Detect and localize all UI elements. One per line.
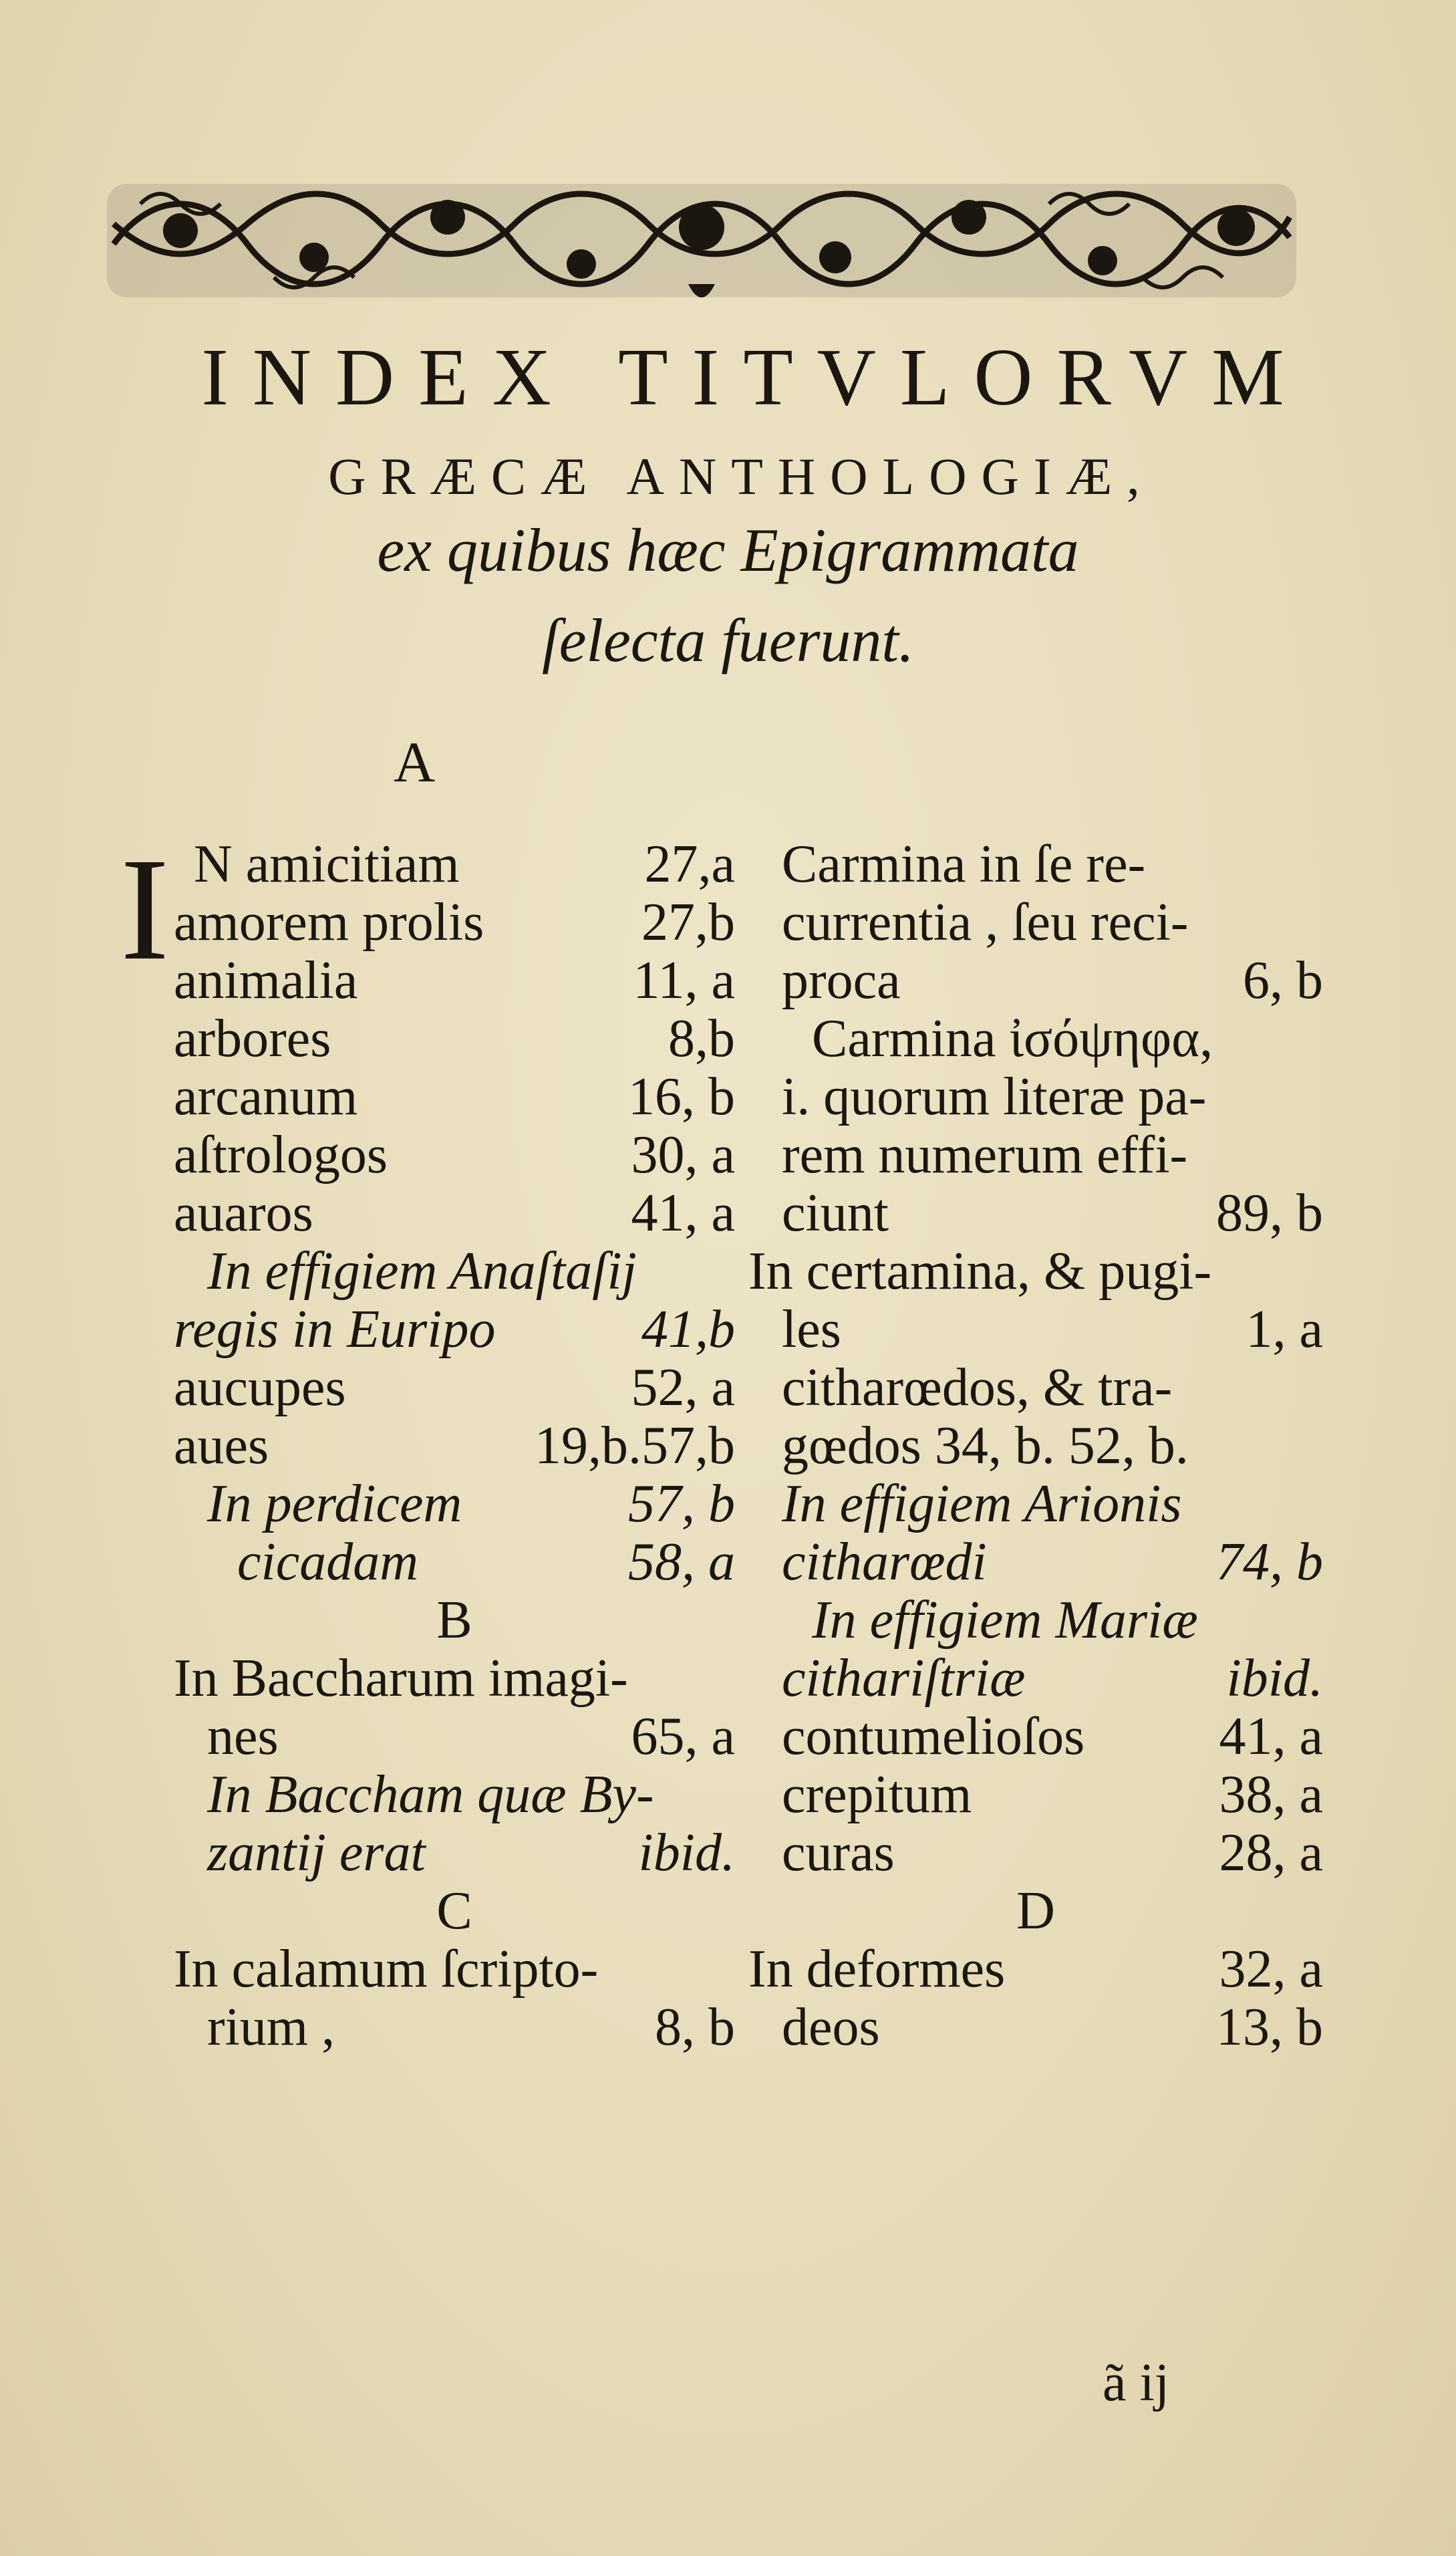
entry-reference: 30, a: [631, 1126, 735, 1184]
section-letter: [748, 1882, 1323, 1940]
entry-reference: 74, b: [1216, 1533, 1323, 1591]
index-entry: [174, 1766, 735, 1824]
index-entry: [174, 1999, 735, 2057]
index-subtitle-italic-1: ex quibus hæc Epigrammata: [377, 516, 1079, 584]
index-entry: [174, 1068, 735, 1126]
index-entry: [174, 1126, 735, 1184]
entry-term: aſtrologos: [174, 1126, 388, 1184]
index-entry: [748, 1301, 1323, 1359]
index-entry: [748, 952, 1323, 1010]
entry-term: In Baccham quæ By-: [207, 1765, 654, 1824]
index-entry: [748, 1533, 1323, 1591]
entry-reference: 6, b: [1243, 951, 1323, 1010]
entry-term: curas: [782, 1823, 895, 1882]
ornament-band-icon: [100, 164, 1303, 317]
index-entry: [748, 1650, 1323, 1708]
index-entry: [174, 1184, 735, 1243]
entry-term: auaros: [174, 1184, 313, 1243]
entry-term: regis in Euripo: [174, 1300, 496, 1359]
entry-reference: ibid.: [1226, 1649, 1323, 1708]
entry-reference: 41,b: [641, 1300, 735, 1359]
index-entry: [748, 1591, 1323, 1650]
entry-term: citharœdi: [782, 1533, 987, 1591]
entry-reference: 65, a: [631, 1707, 735, 1766]
index-entry: [748, 1126, 1323, 1184]
index-entry: [748, 894, 1323, 952]
index-entry: [174, 1475, 735, 1533]
entry-term: C: [436, 1882, 472, 1940]
index-entry: [748, 1708, 1323, 1766]
entry-term: cithariſtriæ: [782, 1649, 1026, 1708]
entry-term: crepitum: [782, 1765, 972, 1824]
index-subtitle: GRÆCÆ ANTHOLOGIÆ,: [328, 447, 1155, 505]
entry-term: gœdos 34, b. 52, b.: [782, 1416, 1189, 1475]
entry-term: In Baccharum imagi-: [174, 1649, 628, 1708]
entry-term: contumelioſos: [782, 1707, 1085, 1766]
entry-reference: 1, a: [1246, 1300, 1323, 1359]
entry-term: arbores: [174, 1009, 331, 1068]
entry-term: In deformes: [748, 1940, 1006, 1999]
index-subtitle-italic-2: ſelecta fuerunt.: [542, 606, 914, 674]
index-entry: [194, 836, 735, 894]
right-column: [748, 836, 1323, 2057]
entry-term: ciunt: [782, 1184, 889, 1243]
index-entry: [748, 1010, 1323, 1068]
entry-reference: 52, a: [631, 1358, 735, 1417]
entry-term: In certamina, & pugi-: [748, 1242, 1212, 1301]
index-entry: [748, 1359, 1323, 1417]
entry-reference: 38, a: [1219, 1765, 1323, 1824]
index-entry: [748, 1999, 1323, 2057]
entry-term: arcanum: [174, 1067, 358, 1126]
entry-term: proca: [782, 951, 901, 1010]
entry-term: Carmina in ſe re-: [782, 835, 1146, 894]
entry-term: rem numerum effi-: [782, 1126, 1188, 1184]
entry-reference: ibid.: [638, 1823, 735, 1882]
entry-term: amorem prolis: [174, 893, 484, 952]
entry-term: animalia: [174, 951, 358, 1010]
index-entry: [748, 1243, 1323, 1301]
entry-term: B: [436, 1591, 472, 1650]
entry-reference: 8, b: [655, 1998, 735, 2057]
entry-term: citharœdos, & tra-: [782, 1358, 1173, 1417]
entry-term: In effigiem Arionis: [782, 1475, 1182, 1533]
section-letter: [174, 1591, 735, 1650]
entry-term: Carmina ἰσόψηφα,: [812, 1009, 1213, 1068]
index-entry: [174, 1533, 735, 1591]
drop-cap: I: [120, 827, 170, 991]
signature-mark: ã ij: [1103, 2353, 1169, 2412]
entry-reference: 27,a: [644, 835, 735, 894]
entry-term: aues: [174, 1416, 269, 1475]
entry-reference: 27,b: [641, 893, 735, 952]
entry-term: N amicitiam: [194, 835, 460, 894]
section-letter-a: A: [393, 730, 436, 794]
entry-reference: 13, b: [1216, 1998, 1323, 2057]
entry-reference: 41, a: [1219, 1707, 1323, 1766]
entry-term: aucupes: [174, 1358, 346, 1417]
index-entry: [174, 1650, 735, 1708]
index-entry: [174, 1359, 735, 1417]
entry-term: zantij erat: [207, 1823, 426, 1882]
index-entry: [174, 1010, 735, 1068]
entry-reference: 28, a: [1219, 1823, 1323, 1882]
index-entry: [748, 836, 1323, 894]
entry-term: In calamum ſcripto-: [174, 1940, 599, 1999]
entry-reference: 16, b: [628, 1067, 735, 1126]
entry-reference: 41, a: [631, 1184, 735, 1243]
index-entry: [748, 1184, 1323, 1243]
entry-reference: 19,b.57,b: [535, 1416, 735, 1475]
entry-term: In perdicem: [207, 1475, 462, 1533]
index-entry: [748, 1940, 1323, 1999]
entry-term: D: [1016, 1882, 1055, 1940]
index-entry: [748, 1417, 1323, 1475]
index-title: INDEX TITVLORVM: [201, 332, 1308, 422]
entry-reference: 8,b: [668, 1009, 735, 1068]
entry-term: currentia , ſeu reci-: [782, 893, 1189, 952]
left-column: [174, 836, 735, 2057]
entry-reference: 57, b: [628, 1475, 735, 1533]
entry-reference: 58, a: [628, 1533, 735, 1591]
index-entry: [174, 1417, 735, 1475]
entry-term: nes: [207, 1707, 279, 1766]
index-entry: [748, 1475, 1323, 1533]
index-entry: [174, 894, 735, 952]
index-entry: [748, 1824, 1323, 1882]
index-entry: [748, 1766, 1323, 1824]
index-entry: [174, 1940, 735, 1999]
section-letter: [174, 1882, 735, 1940]
entry-reference: 11, a: [633, 951, 735, 1010]
entry-term: deos: [782, 1998, 880, 2057]
index-entry: [174, 1301, 735, 1359]
entry-term: In effigiem Mariæ: [812, 1591, 1198, 1650]
entry-reference: 32, a: [1219, 1940, 1323, 1999]
index-entry: [174, 952, 735, 1010]
index-entry: [748, 1068, 1323, 1126]
entry-reference: 89, b: [1216, 1184, 1323, 1243]
entry-term: In effigiem Anaſtaſij: [207, 1242, 637, 1301]
index-entry: [174, 1708, 735, 1766]
index-entry: [174, 1243, 735, 1301]
entry-term: i. quorum literæ pa-: [782, 1067, 1207, 1126]
index-entry: [174, 1824, 735, 1882]
entry-term: cicadam: [237, 1533, 419, 1591]
entry-term: les: [782, 1300, 841, 1359]
entry-term: rium ,: [207, 1998, 335, 2057]
